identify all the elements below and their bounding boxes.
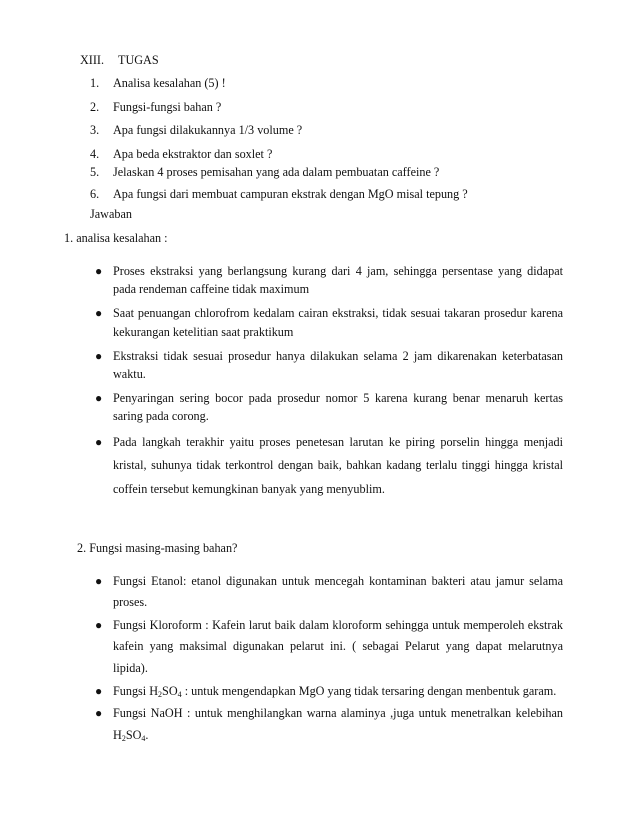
answer-1-bullet-line: waktu.: [113, 367, 146, 381]
answer-1-heading: 1. analisa kesalahan :: [64, 231, 168, 245]
answer-2-bullet-line: kafein yang maksimal digunakan pelarut ini. ( sebagai Pelarut yang dapat melarutnya: [113, 639, 563, 653]
answer-2-bullet-line: Fungsi NaOH : untuk menghilangkan warna alaminya ,juga untuk menetralkan kelebihan: [113, 706, 563, 720]
bullet-icon: ●: [95, 264, 103, 278]
bullet-icon: ●: [95, 306, 103, 320]
bullet-icon: ●: [95, 684, 103, 698]
tugas-item: Fungsi-fungsi bahan ?: [113, 100, 222, 114]
subscript: 4: [177, 690, 182, 699]
answer-2-heading: 2. Fungsi masing-masing bahan?: [77, 541, 238, 555]
subscript: 2: [158, 690, 163, 699]
answer-1-bullet-line: kekurangan ketelitian saat praktikum: [113, 325, 294, 339]
bullet-icon: ●: [95, 349, 103, 363]
answer-2-bullet-line: Fungsi Etanol: etanol digunakan untuk mencegah kontaminan bakteri atau jamur selama: [113, 574, 563, 588]
text-run: SO: [125, 728, 142, 742]
answer-1-bullet-line: kristal, suhunya tidak terkontrol dengan baik, bahkan kadang terlalu tinggi hingga kristal: [113, 458, 563, 472]
answer-1-bullet-line: Penyaringan sering bocor pada prosedur nomor 5 karena kurang benar menaruh kertas: [113, 391, 563, 405]
tugas-number: 2.: [90, 100, 100, 114]
tugas-number: 5.: [90, 165, 100, 179]
tugas-number: 4.: [90, 147, 100, 161]
answer-1-bullet-line: Saat penuangan chlorofrom kedalam cairan ekstraksi, tidak sesuai takaran prosedur karena: [113, 306, 563, 320]
jawaban-label: Jawaban: [90, 207, 132, 221]
section-number: XIII.: [80, 53, 105, 67]
bullet-icon: ●: [95, 574, 103, 588]
text-run: Fungsi H: [113, 684, 159, 698]
answer-2-bullet-line: proses.: [113, 595, 148, 609]
tugas-item: Apa fungsi dilakukannya 1/3 volume ?: [113, 123, 303, 137]
bullet-icon: ●: [95, 618, 103, 632]
answer-1-bullet-line: pada rendeman caffeine tidak maximum: [113, 282, 310, 296]
tugas-number: 3.: [90, 123, 100, 137]
subscript: 2: [121, 734, 126, 743]
answer-1-bullet-line: coffein tersebut kemungkinan banyak yang menyublim.: [113, 482, 385, 496]
text-run: : untuk mengendapkan MgO yang tidak tersaring dengan menbentuk garam.: [181, 684, 557, 698]
bullet-icon: ●: [95, 435, 103, 449]
answer-2-bullet-h2so4-line: [113, 727, 148, 743]
tugas-item: Apa fungsi dari membuat campuran ekstrak dengan MgO misal tepung ?: [113, 187, 468, 201]
tugas-item: Apa beda ekstraktor dan soxlet ?: [113, 147, 273, 161]
tugas-item: Analisa kesalahan (5) !: [113, 76, 226, 90]
text-run: SO: [162, 684, 178, 698]
tugas-item: Jelaskan 4 proses pemisahan yang ada dalam pembuatan caffeine ?: [113, 165, 440, 179]
text-run: H: [113, 728, 122, 742]
answer-2-bullet-line: Fungsi Kloroform : Kafein larut baik dalam kloroform sehingga untuk memperoleh ekstrak: [113, 618, 563, 632]
bullet-icon: ●: [95, 706, 103, 720]
answer-2-bullet-line: lipida).: [113, 661, 148, 675]
answer-2-bullet-h2so4: [113, 683, 556, 699]
tugas-number: 6.: [90, 187, 100, 201]
text-run: .: [145, 728, 149, 742]
subscript: 4: [141, 734, 146, 743]
bullet-icon: ●: [95, 391, 103, 405]
section-title: TUGAS: [118, 53, 159, 67]
tugas-number: 1.: [90, 76, 100, 90]
answer-1-bullet-line: Ekstraksi tidak sesuai prosedur hanya dilakukan selama 2 jam dikarenakan keterbatasan: [113, 349, 563, 363]
answer-1-bullet-line: Proses ekstraksi yang berlangsung kurang dari 4 jam, sehingga persentase yang didapat: [113, 264, 563, 278]
answer-1-bullet-line: Pada langkah terakhir yaitu proses penetesan larutan ke piring porselin hingga menjadi: [113, 435, 563, 449]
answer-1-bullet-line: saring pada corong.: [113, 409, 209, 423]
